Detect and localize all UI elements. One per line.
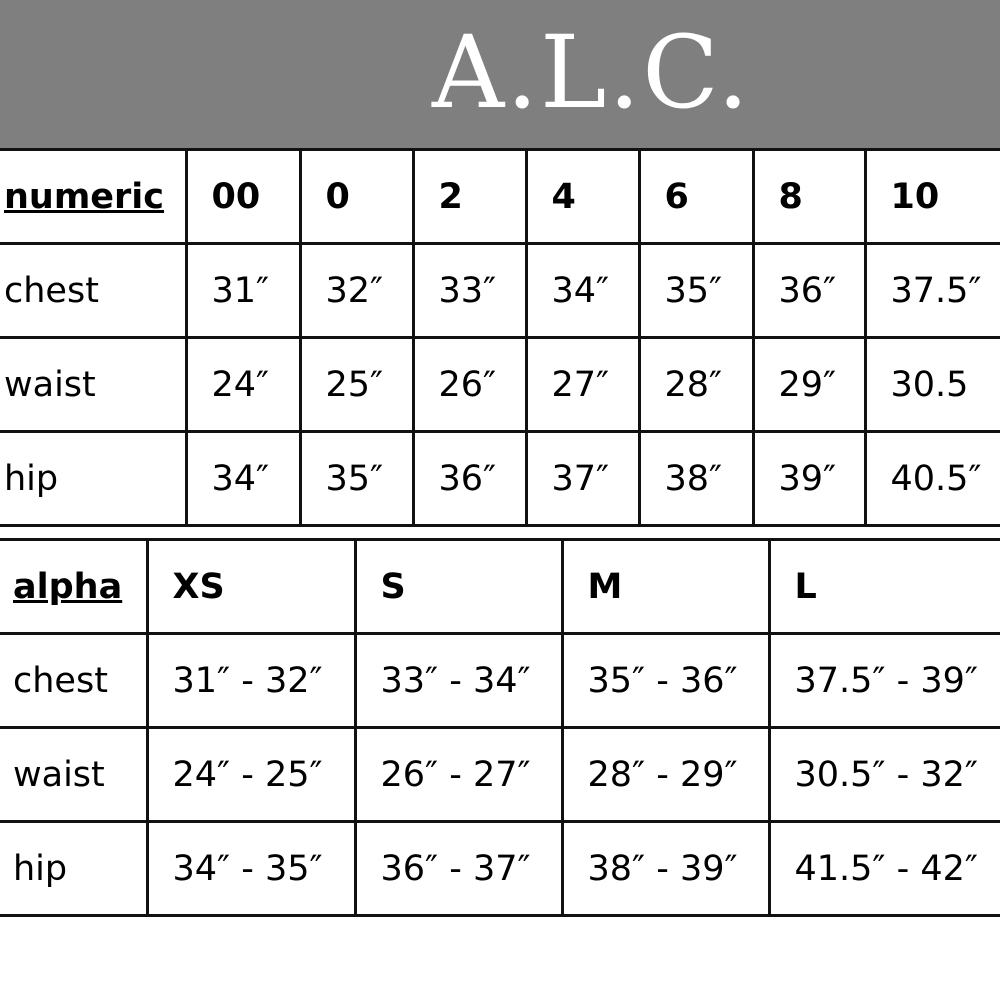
table-cell: 38″ [639, 432, 753, 526]
table-cell: 30.5 [865, 338, 1000, 432]
numeric-chest-row [0, 244, 1000, 338]
table-cell: 30.5″ - 32″ [769, 728, 1000, 822]
numeric-label: numeric [0, 150, 186, 244]
table-cell: 24″ [186, 338, 300, 432]
alpha-hip-row [0, 822, 1000, 916]
row-label: waist [0, 728, 147, 822]
table-cell: 34″ [186, 432, 300, 526]
table-cell: 41.5″ - 42″ [769, 822, 1000, 916]
size-4: 4 [526, 150, 639, 244]
table-cell: 26″ - 27″ [355, 728, 562, 822]
table-cell: 35″ [639, 244, 753, 338]
size-00: 00 [186, 150, 300, 244]
numeric-size-table [0, 148, 1000, 527]
row-label: hip [0, 432, 186, 526]
size-8: 8 [753, 150, 865, 244]
row-label: chest [0, 634, 147, 728]
table-cell: 36″ - 37″ [355, 822, 562, 916]
table-cell: 24″ - 25″ [147, 728, 355, 822]
row-label: hip [0, 822, 147, 916]
brand-header [0, 0, 1000, 148]
table-cell: 32″ [300, 244, 413, 338]
table-cell: 34″ [526, 244, 639, 338]
alpha-chest-row [0, 634, 1000, 728]
table-cell: 36″ [753, 244, 865, 338]
table-cell: 35″ - 36″ [562, 634, 769, 728]
alpha-waist-row [0, 728, 1000, 822]
size-m: M [562, 540, 769, 634]
numeric-waist-row [0, 338, 1000, 432]
table-cell: 40.5″ [865, 432, 1000, 526]
table-cell: 28″ [639, 338, 753, 432]
size-s: S [355, 540, 562, 634]
size-2: 2 [413, 150, 526, 244]
table-cell: 26″ [413, 338, 526, 432]
numeric-header-row [0, 150, 1000, 244]
table-cell: 29″ [753, 338, 865, 432]
table-cell: 33″ - 34″ [355, 634, 562, 728]
table-cell: 31″ [186, 244, 300, 338]
size-10: 10 [865, 150, 1000, 244]
row-label: chest [0, 244, 186, 338]
size-l: L [769, 540, 1000, 634]
row-label: waist [0, 338, 186, 432]
brand-logo: A.L.C. [432, 14, 751, 131]
alpha-header-row [0, 540, 1000, 634]
table-cell: 33″ [413, 244, 526, 338]
alpha-label: alpha [0, 540, 147, 634]
table-cell: 37.5″ - 39″ [769, 634, 1000, 728]
table-cell: 34″ - 35″ [147, 822, 355, 916]
table-cell: 31″ - 32″ [147, 634, 355, 728]
numeric-hip-row [0, 432, 1000, 526]
table-cell: 27″ [526, 338, 639, 432]
table-cell: 28″ - 29″ [562, 728, 769, 822]
table-cell: 37.5″ [865, 244, 1000, 338]
table-cell: 38″ - 39″ [562, 822, 769, 916]
table-cell: 35″ [300, 432, 413, 526]
alpha-size-table [0, 538, 1000, 917]
table-cell: 39″ [753, 432, 865, 526]
size-0: 0 [300, 150, 413, 244]
table-cell: 25″ [300, 338, 413, 432]
table-cell: 37″ [526, 432, 639, 526]
size-6: 6 [639, 150, 753, 244]
table-cell: 36″ [413, 432, 526, 526]
size-xs: XS [147, 540, 355, 634]
